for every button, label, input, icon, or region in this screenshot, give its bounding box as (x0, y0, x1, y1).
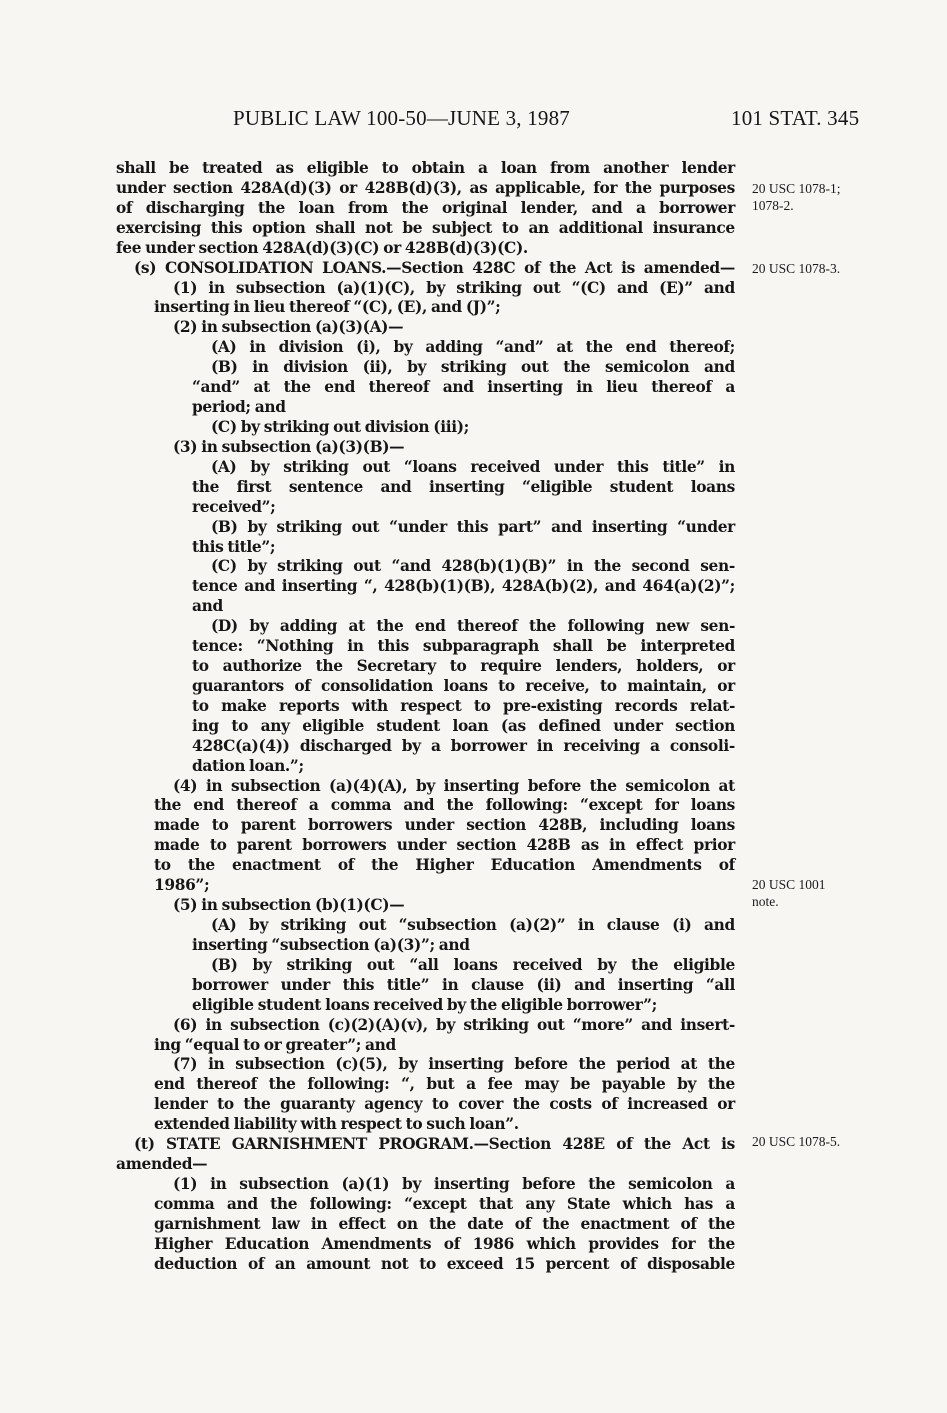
text-line: (D) by adding at the end thereof the following new sen- (211, 617, 735, 636)
text-line: extended liability with respect to such loan”. (154, 1115, 519, 1134)
text-line: (3) in subsection (a)(3)(B)— (173, 437, 405, 456)
text-line: garnishment law in effect on the date of the enactment of the (154, 1214, 735, 1233)
text-line: to the enactment of the Higher Education Amendments of (154, 856, 735, 875)
text-line: to authorize the Secretary to require lenders, holders, or (192, 657, 735, 675)
text-line: made to parent borrowers under section 428B, including loans (154, 816, 735, 835)
text-line: (7) in subsection (c)(5), by inserting before the period at the (173, 1055, 735, 1074)
text-line: and (192, 597, 223, 616)
text-line: 1986”; (154, 876, 210, 895)
text-line: (C) by striking out “and 428(b)(1)(B)” in the second sen- (211, 557, 735, 576)
text-line: the end thereof a comma and the following: “except for loans (154, 796, 735, 815)
margin-citation-note: 20 USC 1078-5. (752, 1134, 841, 1149)
text-line: 428C(a)(4)) discharged by a borrower in receiving a consoli- (192, 736, 735, 755)
text-line: (B) by striking out “all loans received by the eligible (211, 955, 735, 974)
running-header-page-number: 101 STAT. 345 (731, 106, 860, 130)
text-line: to make reports with respect to pre-existing records relat- (192, 696, 735, 715)
text-line: period; and (192, 398, 286, 416)
text-line: tence and inserting “, 428(b)(1)(B), 428A(b)(2), and 464(a)(2)”; (192, 577, 735, 596)
text-line: “and” at the end thereof and inserting in lieu thereof a (192, 378, 735, 397)
text-line: shall be treated as eligible to obtain a loan from another lender (116, 159, 735, 177)
text-line: guarantors of consolidation loans to receive, to maintain, or (192, 676, 735, 695)
text-line: inserting “subsection (a)(3)”; and (192, 935, 470, 954)
text-line: the first sentence and inserting “eligible student loans (192, 477, 735, 496)
text-line: Higher Education Amendments of 1986 which provides for the (154, 1234, 735, 1253)
text-line: tence: “Nothing in this subparagraph shall be interpreted (192, 637, 735, 656)
text-line: under section 428A(d)(3) or 428B(d)(3), as applicable, for the purposes (116, 178, 735, 197)
text-line: (A) by striking out “subsection (a)(2)” in clause (i) and (211, 916, 735, 934)
text-line: (A) in division (i), by adding “and” at the end thereof; (211, 338, 735, 357)
text-line: comma and the following: “except that any State which has a (154, 1194, 735, 1213)
margin-citation-note: 20 USC 1078-3. (752, 261, 841, 276)
text-line: (B) by striking out “under this part” and inserting “under (211, 517, 735, 536)
margin-citation-note: 1078-2. (752, 198, 794, 213)
text-line: inserting in lieu thereof “(C), (E), and (J)”; (154, 298, 501, 317)
text-line: exercising this option shall not be subject to an additional insurance (116, 218, 735, 237)
text-line: deduction of an amount not to exceed 15 percent of disposable (154, 1254, 735, 1273)
text-line: (1) in subsection (a)(1)(C), by striking out “(C) and (E)” and (173, 278, 735, 297)
text-line: (5) in subsection (b)(1)(C)— (173, 896, 405, 914)
text-line: borrower under this title” in clause (ii) and inserting “all (192, 975, 735, 994)
text-line: eligible student loans received by the eligible borrower”; (192, 995, 657, 1014)
margin-citation-note: 20 USC 1078-1; (752, 181, 841, 196)
text-line: (A) by striking out “loans received under this title” in (211, 457, 735, 476)
text-line: this title”; (192, 537, 276, 556)
text-line: (1) in subsection (a)(1) by inserting before the semicolon a (173, 1174, 735, 1193)
margin-citation-note: 20 USC 1001 (752, 877, 826, 892)
text-line: (6) in subsection (c)(2)(A)(v), by striking out “more” and insert- (173, 1015, 735, 1034)
text-line: (t) STATE GARNISHMENT PROGRAM.—Section 428E of the Act is (134, 1135, 735, 1154)
text-line: of discharging the loan from the original lender, and a borrower (116, 198, 735, 217)
text-line: received”; (192, 497, 276, 516)
text-line: (s) CONSOLIDATION LOANS.—Section 428C of the Act is amended— (134, 258, 735, 277)
text-line: lender to the guaranty agency to cover the costs of increased or (154, 1095, 735, 1114)
text-line: (2) in subsection (a)(3)(A)— (173, 318, 404, 337)
text-line: dation loan.”; (192, 756, 304, 775)
text-line: end thereof the following: “, but a fee may be payable by the (154, 1075, 735, 1094)
text-line: (4) in subsection (a)(4)(A), by inserting before the semicolon at (173, 776, 735, 795)
text-line: (B) in division (ii), by striking out the semicolon and (211, 358, 735, 377)
margin-citation-note: note. (752, 894, 779, 909)
text-line: (C) by striking out division (iii); (211, 418, 469, 436)
text-line: made to parent borrowers under section 428B as in effect prior (154, 836, 735, 855)
text-line: fee under section 428A(d)(3)(C) or 428B(d)(3)(C). (116, 238, 528, 257)
text-line: ing to any eligible student loan (as defined under section (192, 716, 735, 735)
text-line: ing “equal to or greater”; and (154, 1035, 396, 1054)
text-line: amended— (116, 1155, 208, 1173)
running-header-title: PUBLIC LAW 100-50—JUNE 3, 1987 (233, 106, 571, 130)
